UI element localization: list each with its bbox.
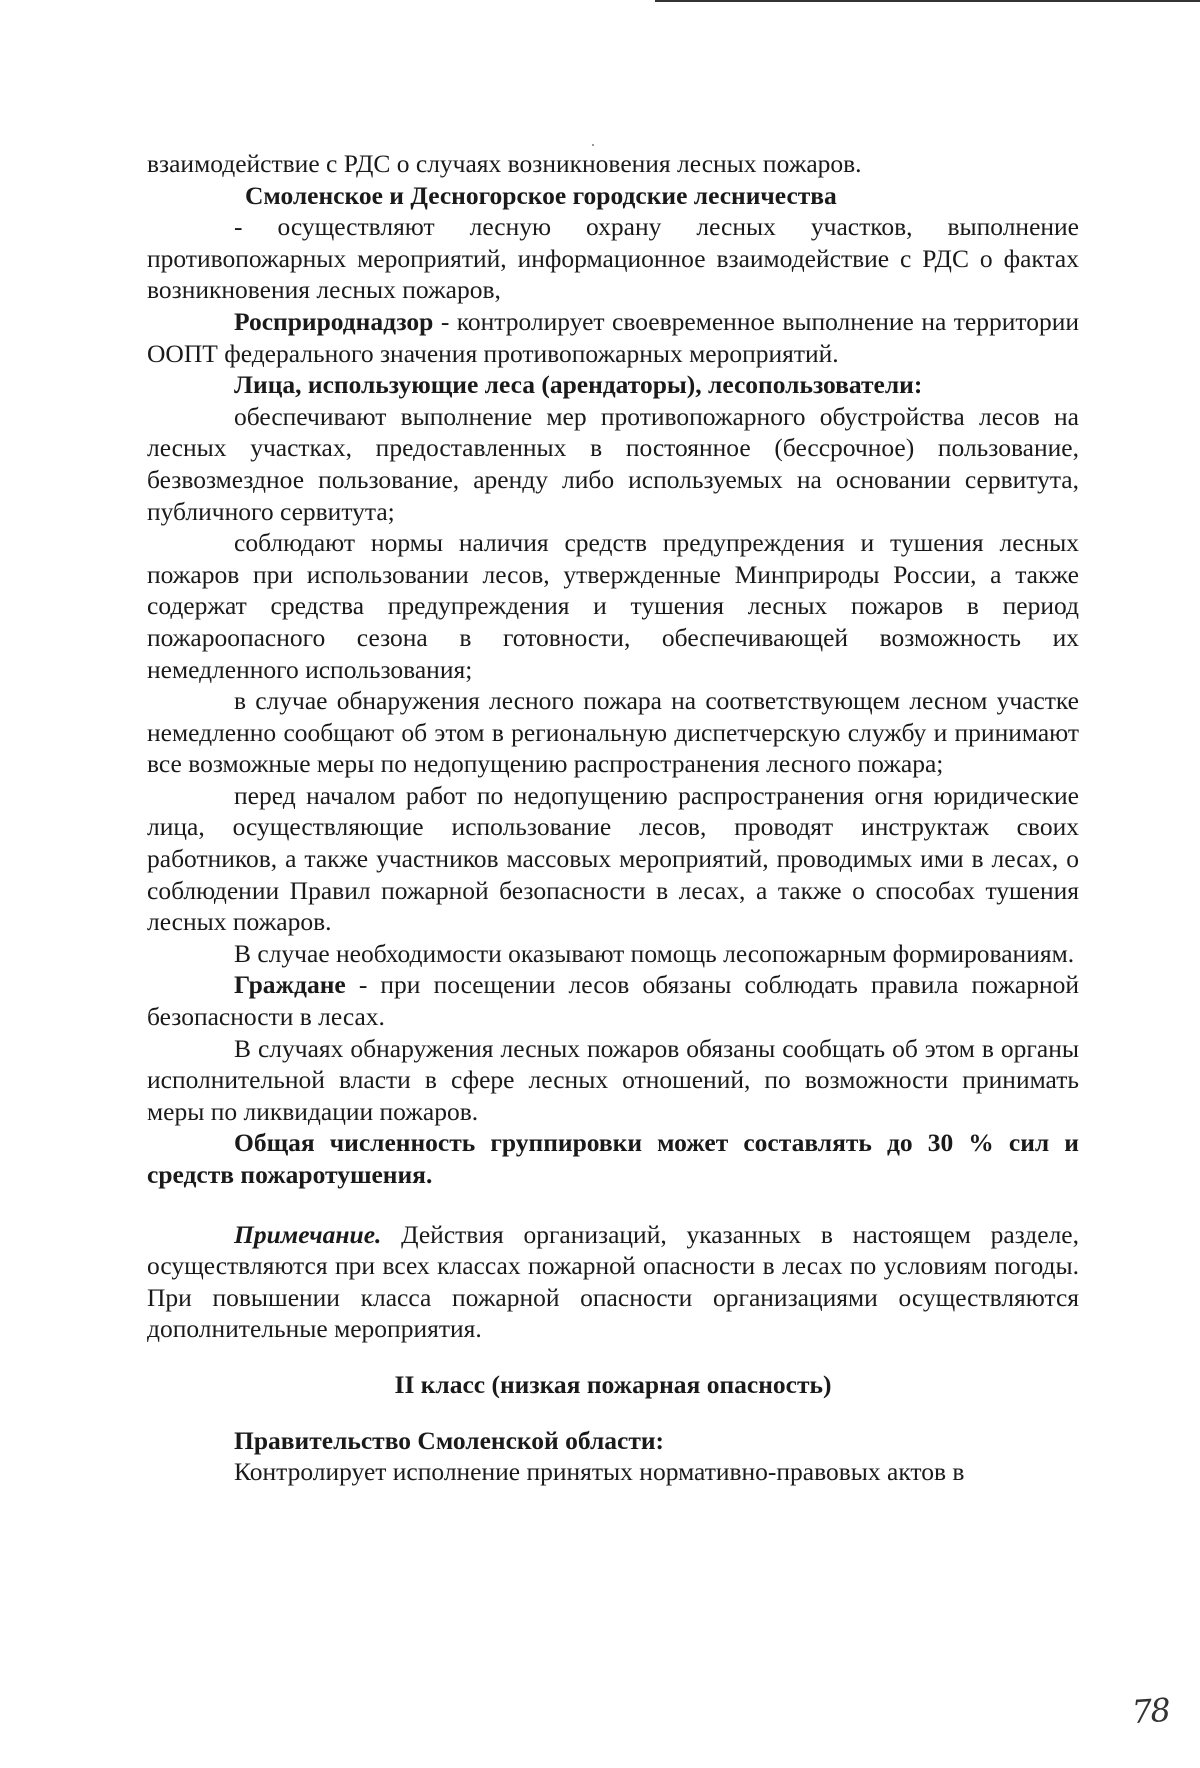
paragraph-government: Контролирует исполнение принятых нормативно-правовых актов в — [234, 1457, 965, 1487]
section-title: II класс (низкая пожарная опасность) — [394, 1369, 832, 1399]
note-label: Примечание. — [234, 1219, 382, 1249]
handwritten-page-number: 78 — [1130, 1690, 1170, 1732]
document-body — [147, 148, 1079, 1488]
paragraph-assistance: В случае необходимости оказывают помощь лесопожарным формированиям. — [234, 938, 1075, 968]
heading-government: Правительство Смоленской области: — [234, 1425, 665, 1455]
heading-forest-users: Лица, использующие леса (арендаторы), лесопользователи: — [234, 370, 923, 400]
paragraph-note — [147, 1219, 1079, 1345]
paragraph-norms: соблюдают нормы наличия средств предупреждения и тушения лесных пожаров при использовании лесов, утвержденные Минприроды России, а также содержат средства предупреждения и тушения лесных пожаров в период пожароопасного сезона в готовности, обеспечивающей возможность их немедленного использования; — [147, 528, 1079, 684]
paragraph-citizens — [147, 969, 1079, 1032]
note-text: Действия организаций, указанных в настоящем разделе, осуществляются при всех классах пожарной опасности в лесах по условиям погоды. При повышении класса пожарной опасности организациями осуществляются дополнительные мероприятия. — [147, 1219, 1079, 1344]
top-border-line — [655, 0, 1200, 2]
paragraph-citizens-duty: В случаях обнаружения лесных пожаров обязаны сообщать об этом в органы исполнительной власти в сфере лесных отношений, по возможности принимать меры по ликвидации пожаров. — [147, 1033, 1079, 1126]
spacer — [147, 1345, 1079, 1369]
citizens-text: - при посещении лесов обязаны соблюдать правила пожарной безопасности в лесах. — [147, 970, 1079, 1032]
scan-artifact — [592, 144, 594, 146]
spacer — [147, 1191, 1079, 1219]
paragraph-continuation: взаимодействие с РДС о случаях возникновения лесных пожаров. — [147, 149, 862, 178]
paragraph-instruction: перед началом работ по недопущению распространения огня юридические лица, осуществляющие использование лесов, проводят инструктаж своих работников, а также участников массовых мероприятий, проводимых ими в лесах, о соблюдении Правил пожарной безопасности в лесах, а также о способах тушения лесных пожаров. — [147, 780, 1079, 937]
spacer — [147, 1401, 1079, 1425]
paragraph-detection: в случае обнаружения лесного пожара на соответствующем лесном участке немедленно сообщают об этом в региональную диспетчерскую службу и принимают все возможные меры по недопущению распространения лесного пожара; — [147, 686, 1079, 779]
paragraph-forestries: - осуществляют лесную охрану лесных участков, выполнение противопожарных мероприятий, информационное взаимодействие с РДС о фактах возникновения лесных пожаров, — [147, 212, 1079, 305]
heading-forestries: Смоленское и Десногорское городские лесничества — [245, 180, 837, 210]
rosprirodnadzor-text: - контролирует своевременное выполнение на территории ООПТ федерального значения противопожарных мероприятий. — [147, 306, 1079, 368]
paragraph-group-size: Общая численность группировки может составлять до 30 % сил и средств пожаротушения. — [147, 1128, 1079, 1189]
citizens-label: Граждане — [234, 970, 346, 1000]
paragraph-fire-measures: обеспечивают выполнение мер противопожарного обустройства лесов на лесных участках, предоставленных в постоянное (бессрочное) пользование, безвозмездное пользование, аренду либо используемых на основании сервитута, публичного сервитута; — [147, 401, 1079, 526]
rosprirodnadzor-label: Росприроднадзор — [234, 306, 434, 336]
paragraph-rosprirodnadzor — [147, 306, 1079, 369]
